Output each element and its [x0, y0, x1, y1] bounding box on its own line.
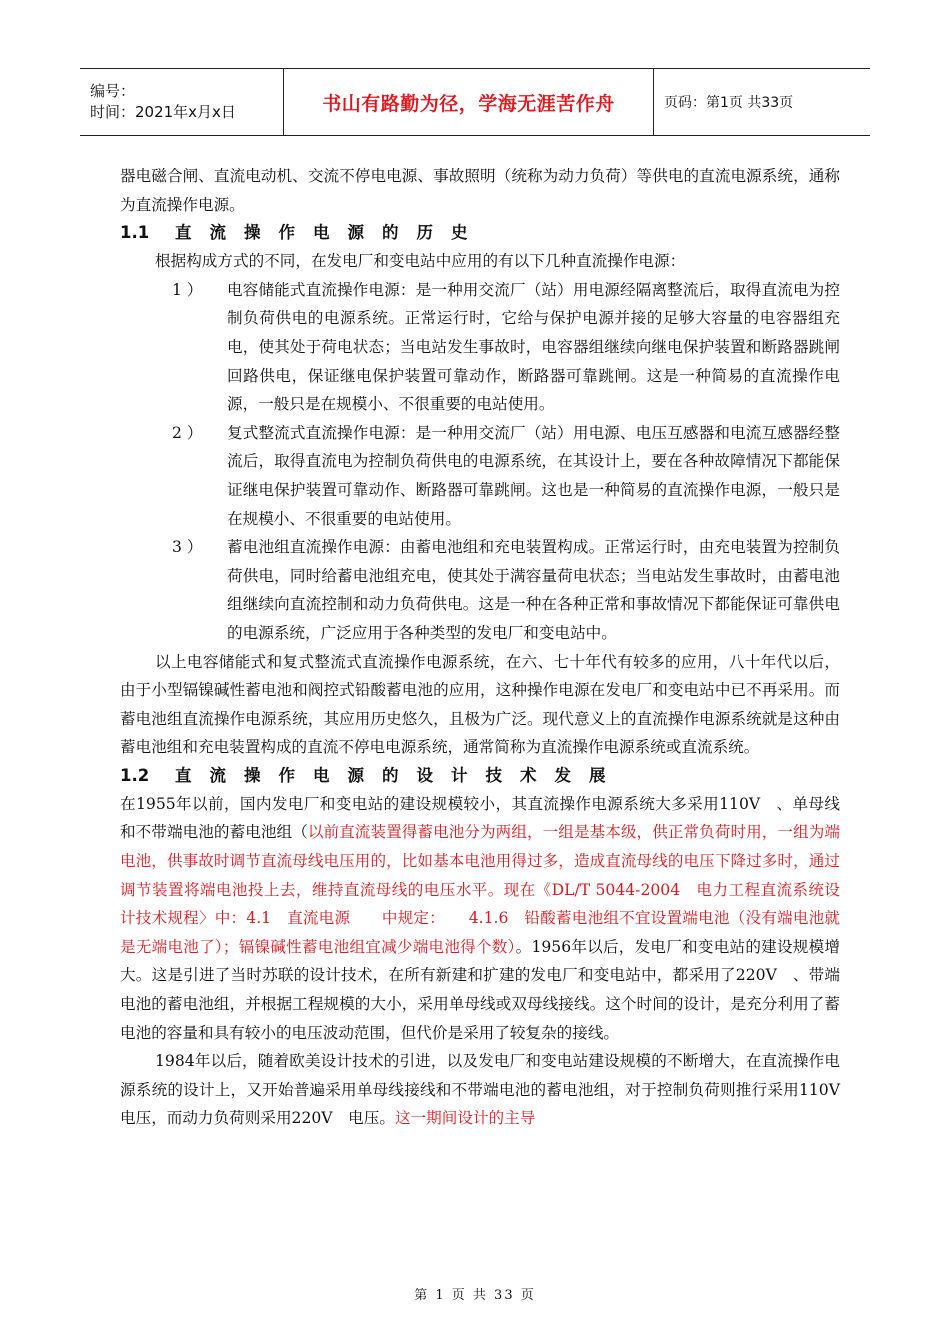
list-item — [172, 533, 840, 647]
section-1-heading — [120, 219, 840, 247]
section-2-heading — [120, 762, 840, 790]
list-item-marker: 2 ） — [172, 423, 203, 442]
section-1-title: 直流操作电源的历史 — [175, 223, 486, 243]
section-2-paragraph-2 — [120, 1047, 856, 1133]
list-item-text: 电容储能式直流操作电源：是一种用交流厂（站）用电源经隔离整流后，取得直流电为控制负荷供电的电源系统。正常运行时，它给与保护电源并接的足够大容量的电容器组充电，使其处于荷电状态；当电站发生事故时，电容器组继续向继电保护装置和断路器跳闸回路供电，保证继电保护装置可靠动作，断路器可靠跳闸。这是一种简易的直流操作电源，一般只是在规模小、不很重要的电站使用。 — [227, 280, 840, 414]
document-number-label: 编号： — [90, 82, 136, 100]
highlighted-note: 这一期间设计的主导 — [394, 1109, 536, 1128]
intro-paragraph: 器电磁合闸、直流电动机、交流不停电电源、事故照明（统称为动力负荷）等供电的直流电源系统，通称为直流操作电源。 — [120, 167, 840, 214]
list-item-marker: 1 ） — [172, 280, 203, 299]
section-2-paragraph-1 — [120, 790, 840, 1047]
page-header — [80, 68, 870, 136]
list-item-marker: 3 ） — [172, 538, 203, 557]
list-item-text: 蓄电池组直流操作电源：由蓄电池组和充电装置构成。正常运行时，由充电装置为控制负荷供电，同时给蓄电池组充电，使其处于满容量荷电状态；当电站发生事故时，由蓄电池组继续向直流控制和动力负荷供电。这是一种在各种正常和事故情况下都能保证可靠供电的电源系统，广泛应用于各种类型的发电厂和变电站中。 — [227, 538, 840, 642]
section-2-title: 直流操作电源的设计技术发展 — [175, 765, 624, 785]
header-motto-cell — [283, 69, 654, 135]
paragraph-text: 1984年以后，随着欧美设计技术的引进，以及发电厂和变电站建设规模的不断增大，在直流操作电源系统的设计上，又开始普遍采用单母线接线和不带端电池的蓄电池组，对于控制负荷则推行采用110V 电压，而动力负荷则采用220V 电压。 — [120, 1052, 856, 1128]
document-time-label: 时间：2021年x月x日 — [90, 103, 236, 121]
list-item — [172, 276, 840, 419]
section-1-lead: 根据构成方式的不同，在发电厂和变电站中应用的有以下几种直流操作电源： — [155, 252, 686, 271]
section-1-summary: 以上电容储能式和复式整流式直流操作电源系统，在六、七十年代有较多的应用，八十年代以后，由于小型镉镍碱性蓄电池和阀控式铅酸蓄电池的应用，这种操作电源在发电厂和变电站中已不再采用。而蓄电池组直流操作电源系统，其应用历史悠久，且极为广泛。现代意义上的直流操作电源系统就是这种由蓄电池组和充电装置构成的直流不停电电源系统，通常简称为直流操作电源系统或直流系统。 — [120, 652, 840, 757]
list-item — [172, 419, 840, 533]
paragraph-text: 在1955年以前，国内发电厂和变电站的建设规模较小，其直流操作电源系统大多采用110V 、单母线和不带端电池的蓄电池组（ — [120, 794, 840, 842]
header-motto: 书山有路勤为径，学海无涯苦作舟 — [322, 92, 615, 115]
list-item-text: 复式整流式直流操作电源：是一种用交流厂（站）用电源、电压互感器和电流互感器经整流后，取得直流电为控制负荷供电的电源系统，在其设计上，要在各种故障情况下都能保证继电保护装置可靠动作、断路器可靠跳闸。这也是一种简易的直流操作电源，一般只是在规模小、不很重要的电站使用。 — [227, 423, 840, 528]
page-footer: 第 1 页 共 33 页 — [414, 1288, 536, 1303]
section-2-number: 1.2 — [120, 765, 150, 785]
header-meta — [80, 69, 283, 135]
header-page-info: 页码：第1页 共33页 — [664, 95, 794, 111]
paragraph-text: 。1956年以后，发电厂和变电站的建设规模增大。这是引进了当时苏联的设计技术，在所有新建和扩建的发电厂和变电站中，都采用了220V 、带端电池的蓄电池组，并根据工程规模的大小，采用单母线或双母线接线。这个时间的设计，是充分利用了蓄电池的容量和具有较小的电压波动范围，但代价是采用了较复杂的接线。 — [120, 937, 840, 1042]
highlighted-note: 以前直流装置得蓄电池分为两组，一组是基本级，供正常负荷时用，一组为端电池，供事故时调节直流母线电压用的，比如基本电池用得过多，造成直流母线的电压下降过多时，通过调节装置将端电池投上去，维持直流母线的电压水平。现在《DL/T 5044-2004 电力工程直流系统设计技术规程〉中：4.1 直流电源 中规定： 4.1.6 铅酸蓄电池组不宜设置端电池（没有端电池就是无端电池了）；镉镍碱性蓄电池组宜减少端电池得个数） — [120, 823, 840, 956]
section-1-number: 1.1 — [120, 223, 150, 243]
document-body — [120, 162, 856, 1133]
